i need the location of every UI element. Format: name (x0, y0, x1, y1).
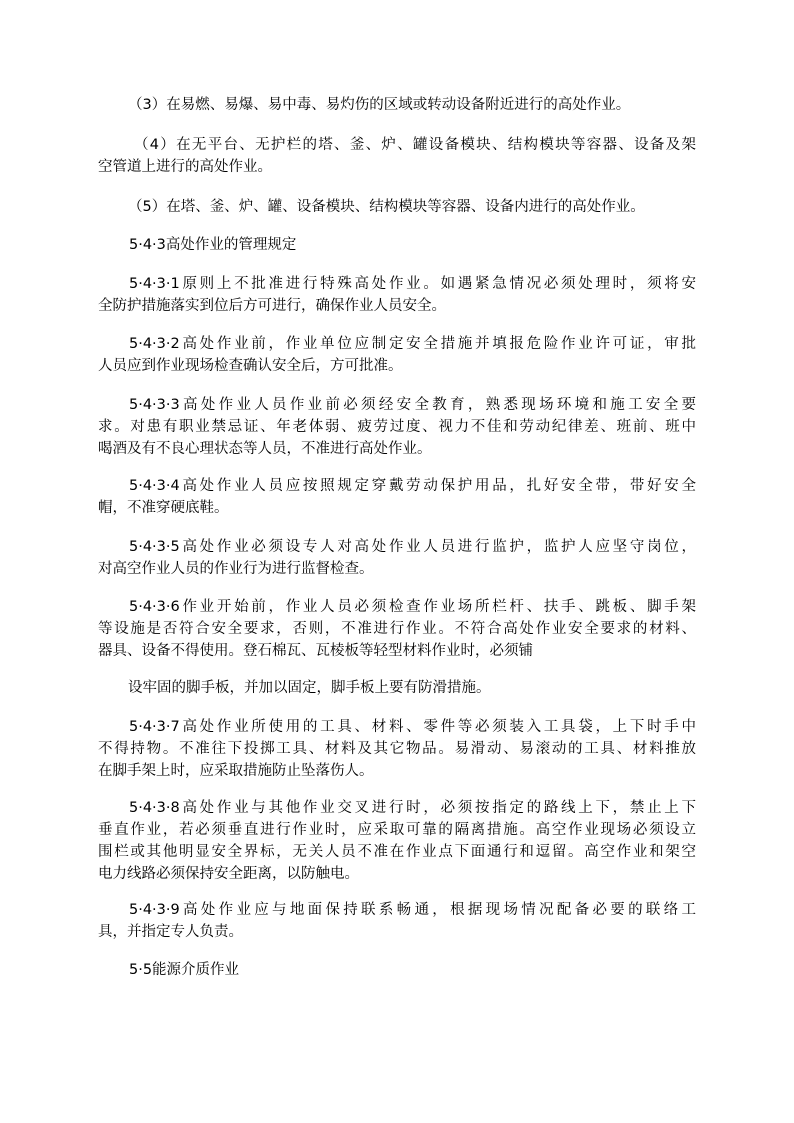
section-heading-5-5 (98, 959, 696, 981)
text-line: 帽，不准穿硬底鞋。 (98, 500, 229, 516)
text-line: 垂直作业，若必须垂直进行作业时，应采取可靠的隔离措施。高空作业现场必须设立 (98, 822, 696, 838)
text-line: 对高空作业人员的作业行为进行监督检查。 (98, 561, 374, 577)
text-line: 5·4·3·7高处作业所使用的工具、材料、零件等必须装入工具袋，上下时手中 (129, 719, 696, 735)
text-line: 5·4·3·8高处作业与其他作业交叉进行时，必须按指定的路线上下，禁止上下 (129, 800, 696, 816)
text-line: 5·4·3·6作业开始前，作业人员必须检查作业场所栏杆、扶手、跳板、脚手架 (129, 599, 696, 615)
paragraph-item-4 (98, 134, 696, 178)
paragraph-5-4-3-1 (98, 273, 696, 317)
text-line: 不得持物。不准往下投掷工具、材料及其它物品。易滑动、易滚动的工具、材料推放 (98, 741, 696, 757)
text-line: （4）在无平台、无护栏的塔、釜、炉、罐设备模块、结构模块等容器、设备及架 (134, 137, 696, 153)
text-line: 人员应到作业现场检查确认安全后，方可批准。 (98, 358, 403, 374)
text-line: 求。对患有职业禁忌证、年老体弱、疲劳过度、视力不佳和劳动纪律差、班前、班中 (98, 419, 696, 435)
paragraph-5-4-3-5 (98, 536, 696, 580)
text-line: 5·4·3·4高处作业人员应按照规定穿戴劳动保护用品，扎好安全带，带好安全 (129, 478, 696, 494)
text-line: 全防护措施落实到位后方可进行，确保作业人员安全。 (98, 298, 446, 314)
paragraph-5-4-3-4 (98, 475, 696, 519)
text-line: 5·4·3·3高处作业人员作业前必须经安全教育，熟悉现场环境和施工安全要 (129, 397, 696, 413)
text-line: 具，并指定专人负责。 (98, 924, 243, 940)
paragraph-5-4-3-9 (98, 899, 696, 943)
paragraph-5-4-3-3 (98, 394, 696, 460)
paragraph-5-4-3-6-continued (98, 677, 696, 699)
text-line: 5·4·3·2高处作业前，作业单位应制定安全措施并填报危险作业许可证，审批 (129, 336, 696, 352)
text-line: 5·4·3·1原则上不批准进行特殊高处作业。如遇紧急情况必须处理时，须将安 (129, 276, 696, 292)
text-line: 5·4·3·9高处作业应与地面保持联系畅通，根据现场情况配备必要的联络工 (129, 902, 696, 918)
paragraph-5-4-3-8 (98, 797, 696, 885)
paragraph-5-4-3-6 (98, 596, 696, 662)
text-line: 等设施是否符合安全要求，否则，不准进行作业。不符合高处作业安全要求的材料、 (98, 621, 696, 637)
text-line: 在脚手架上时，应采取措施防止坠落伤人。 (98, 763, 374, 779)
text-line: 5·4·3高处作业的管理规定 (129, 237, 297, 253)
text-line: 喝酒及有不良心理状态等人员，不准进行高处作业。 (98, 441, 432, 457)
paragraph-item-5 (98, 196, 696, 218)
text-line: （3）在易燃、易爆、易中毒、易灼伤的区域或转动设备附近进行的高处作业。 (128, 97, 631, 113)
paragraph-item-3 (98, 94, 696, 116)
text-line: 电力线路必须保持安全距离，以防触电。 (98, 866, 359, 882)
paragraph-5-4-3-7 (98, 716, 696, 782)
text-line: 围栏或其他明显安全界标，无关人员不准在作业点下面通行和逗留。高空作业和架空 (98, 844, 696, 860)
text-line: 空管道上进行的高处作业。 (98, 159, 272, 175)
text-line: 5·5能源介质作业 (129, 962, 240, 978)
section-heading-5-4-3 (98, 234, 696, 256)
paragraph-5-4-3-2 (98, 333, 696, 377)
text-line: 5·4·3·5高处作业必须设专人对高处作业人员进行监护，监护人应坚守岗位， (129, 539, 696, 555)
text-line: 器具、设备不得使用。登石棉瓦、瓦棱板等轻型材料作业时，必须铺 (98, 643, 533, 659)
text-line: 设牢固的脚手板，并加以固定，脚手板上要有防滑措施。 (128, 680, 491, 696)
text-line: （5）在塔、釜、炉、罐、设备模块、结构模块等容器、设备内进行的高处作业。 (128, 199, 645, 215)
